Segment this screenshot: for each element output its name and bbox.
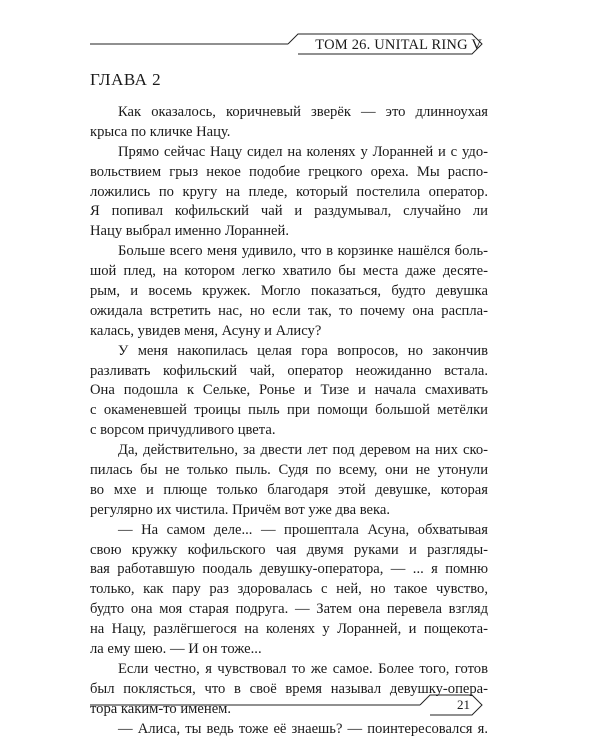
text-line: разливать кофильский чай, оператор неожиданно встала. bbox=[90, 362, 488, 379]
page-number: 21 bbox=[457, 697, 470, 712]
text-line: Больше всего меня удивило, что в корзинке нашёлся боль- bbox=[118, 243, 488, 260]
text-line: крыса по кличке Нацу. bbox=[90, 123, 231, 140]
text-line: Она подошла к Сельке, Ронье и Тизе и начала смахивать bbox=[90, 382, 488, 399]
text-line: вая работавшую поодаль девушку-оператора, — ... я помню bbox=[90, 561, 488, 578]
text-line: регулярно их чистила. Причём вот уже два века. bbox=[90, 501, 391, 518]
running-header: ТОМ 26. UNITAL RING V bbox=[315, 37, 482, 53]
body-text bbox=[90, 103, 488, 740]
text-line: Нацу выбрал именно Лоранней. bbox=[90, 223, 289, 240]
text-line: калась, увидев меня, Асуну и Алису? bbox=[90, 322, 322, 339]
text-line: пилась бы не только пыль. Судя по всему, они не утонули bbox=[90, 462, 488, 479]
text-line: свою кружку кофильского чая двумя руками и разгляды- bbox=[90, 541, 488, 558]
text-line: У меня накопилась целая гора вопросов, но закончив bbox=[118, 342, 488, 359]
text-line: на Нацу, разлёгшегося на коленях у Лоранней, и пощекота- bbox=[90, 621, 488, 638]
text-line: Прямо сейчас Нацу сидел на коленях у Лоранней и с удо- bbox=[118, 143, 488, 160]
text-line: рым, и восемь кружек. Могло показаться, будто девушка bbox=[90, 283, 488, 300]
text-line: — Алиса, ты ведь тоже её знаешь? — поинтересовался я. bbox=[118, 720, 488, 737]
text-line: Я попивал кофильский чай и раздумывал, случайно ли bbox=[90, 203, 488, 220]
text-line: Как оказалось, коричневый зверёк — это длинноухая bbox=[118, 104, 488, 120]
text-line: ложились по кругу на пледе, который постелила оператор. bbox=[90, 183, 488, 200]
text-line: с окаменевшей троицы пыль при помощи большой метёлки bbox=[90, 402, 488, 419]
text-line: ла ему шею. — И он тоже... bbox=[90, 641, 262, 658]
text-line: — На самом деле... — прошептала Асуна, обхватывая bbox=[118, 521, 488, 538]
footer-rule bbox=[90, 692, 490, 718]
text-line: тора каким-то именем. bbox=[90, 700, 232, 717]
text-line: был поклясться, что в своё время называл девушку-опера- bbox=[90, 680, 488, 697]
chapter-title: ГЛАВА 2 bbox=[90, 70, 162, 89]
text-line: Если честно, я чувствовал то же самое. Более того, готов bbox=[118, 660, 488, 677]
text-line: только, как пару раз здоровалась с ней, но такое чувство, bbox=[90, 581, 488, 598]
text-line: с ворсом причудливого цвета. bbox=[90, 422, 276, 439]
text-line: вольствием грыз некое подобие грецкого ореха. Мы распо- bbox=[90, 163, 488, 180]
text-line: ожидала встретить нас, но если так, то почему она распла- bbox=[90, 302, 488, 319]
text-line: будто она моя старая подруга. — Затем она перевела взгляд bbox=[90, 601, 488, 618]
text-line: Да, действительно, за двести лет под деревом на них ско- bbox=[118, 442, 488, 459]
text-line: во мхе и плюще только благодаря этой девушке, которая bbox=[90, 481, 488, 498]
text-line: шой плед, на котором легко хватило бы места даже десяте- bbox=[90, 263, 488, 280]
